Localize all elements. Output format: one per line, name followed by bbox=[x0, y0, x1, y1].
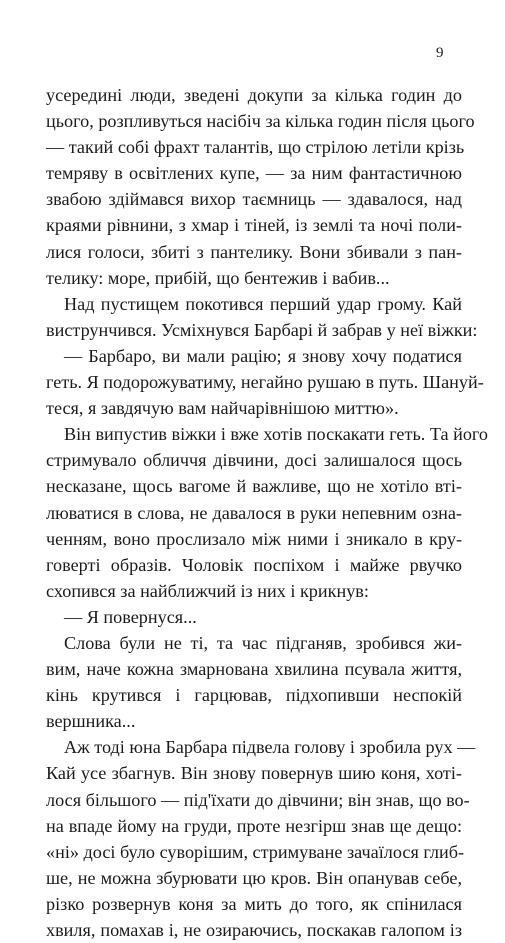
text-line: цього, розпливуться насібіч за кілька годин після цього bbox=[46, 111, 475, 132]
text-line: говерті образів. Чоловік поспіхом і майже рвучко bbox=[46, 554, 462, 575]
text-line: «ні» досі було суворішим, стримуване зачаїлося глиб- bbox=[46, 841, 465, 862]
text-line: геть. Я подорожуватиму, негайно рушаю в путь. Шануй- bbox=[46, 372, 484, 393]
text-line: Він випустив віжки і вже хотів поскакати геть. Та його bbox=[64, 424, 489, 445]
text-line: лися голоси, збиті з пантелику. Вони збивали з пан- bbox=[46, 241, 462, 262]
text-line: — такий собі фрахт талантів, що стрілою летіли крізь bbox=[46, 137, 465, 158]
page-number: 9 bbox=[436, 45, 444, 61]
text-line: Слова були не ті, та час підганяв, зробився жи- bbox=[64, 632, 462, 653]
text-line: темряву в освітлених купе, — за ним фантастичною bbox=[46, 163, 462, 184]
text-line: вершника... bbox=[46, 711, 136, 732]
text-line: теся, я завдячую вам найчарівнішою миттю». bbox=[46, 398, 399, 419]
text-line: на впаде йому на груди, проте незгірш знав ще дещо: bbox=[46, 815, 462, 836]
text-line: вим, наче кожна змарнована хвилина псувала життя, bbox=[46, 659, 462, 680]
text-line: виструнчився. Усміхнувся Барбарі й забрав у неї віжки: bbox=[46, 319, 478, 340]
text-line: — Барбаро, ви мали рацію; я знову хочу податися bbox=[64, 345, 462, 366]
text-line: хвиля, помахав і, не озираючись, поскакав галопом із bbox=[46, 920, 462, 940]
body-text bbox=[46, 82, 489, 943]
text-line: кінь крутився і гарцював, підхопивши неспокій bbox=[46, 685, 462, 706]
text-line: стримувало обличчя дівчини, досі залишалося щось bbox=[46, 450, 462, 471]
text-line: різко розвернув коня за мить до того, як спінилася bbox=[46, 893, 462, 914]
text-line: Кай усе збагнув. Він знову повернув шию коня, хоті- bbox=[46, 763, 462, 784]
text-line: Над пустищем покотився перший удар грому. Кай bbox=[64, 293, 462, 314]
text-line: люватися в слова, не давалося в руки непевним озна- bbox=[46, 502, 462, 523]
text-line: лося більшого — під'їхати до дівчини; він знав, що во- bbox=[46, 789, 470, 810]
text-line: несказане, щось вагоме й важливе, що не хотіло вті- bbox=[46, 476, 462, 497]
text-line: — Я повернуся... bbox=[64, 606, 197, 627]
text-line: Аж тоді юна Барбара підвела голову і зробила рух — bbox=[64, 737, 476, 758]
text-line: телику: море, прибій, що бентежив і вабив... bbox=[46, 267, 390, 288]
text-line: усередині люди, зведені докупи за кілька годин до bbox=[46, 85, 462, 105]
text-line: ченням, воно прослизало між ними і зникало в кру- bbox=[46, 528, 462, 549]
text-line: ше, не можна збурювати цю кров. Він опанував себе, bbox=[46, 867, 462, 888]
text-line: звабою здіймався вихор таємниць — здавалося, над bbox=[46, 189, 462, 210]
text-line: краями рівнини, з хмар і тіней, із землі та ночі поли- bbox=[46, 215, 462, 236]
text-line: схопився за найближчий із них і крикнув: bbox=[46, 580, 369, 601]
